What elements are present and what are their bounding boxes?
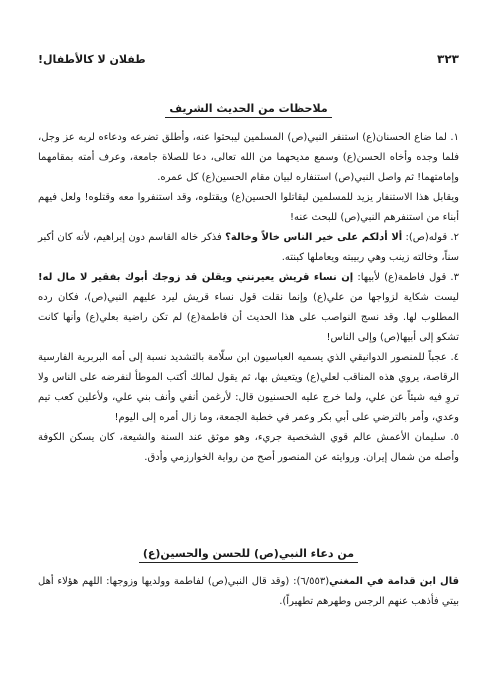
page-number: ٣٢٣ — [437, 52, 459, 66]
paragraph-note-3 — [38, 268, 459, 348]
section-title-notes — [0, 102, 497, 118]
section-title-text: ملاحظات من الحديث الشريف — [165, 102, 331, 118]
paragraph-note-1: ١. لما ضاع الحسنان(ع) استنفر النبي(ص) المسلمين ليبحثوا عنه، وأطلق تضرعه ودعاءه لربه عز وجل، فلما وجده وأخاه الحسن(ع) وسمع مديحهما من الله تعالى، دعا للصلاة جامعة، وعرف أمته بمقامهما وإمامتهما! ثم واصل النبي(ص) استنفاره لبيان مقام الحسين(ع) كل عمره. — [38, 132, 459, 183]
paragraph-note-4: ٤. عجباً للمنصور الدوانيقي الذي يسميه العباسيون ابن سلّامة بالتشديد نسبة إلى أمه البربرية الفارسية الرقاصة، يروي هذه المناقب لعلي(ع) ويتعيش بها، ثم يقول لمالك أكتب الموطأ لنفرضه على الناس ولا تروِ فيه شيئاً عن علي، ولما خرج عليه الحسنيون قال: لأرغمن أنفي وأنف بني علي، ولأعلين كعب تيم وعدي، وأمر بالترضي على أبي بكر وعمر في خطبة الجمعة، وما زال أمره إلى اليوم! — [38, 352, 459, 423]
note-3-quote: إن نساء قريش يعيرنني ويقلن قد زوجك أبوك بفقير لا مال له! — [38, 272, 354, 283]
section-title-prayer — [0, 547, 497, 563]
running-head — [38, 50, 459, 68]
book-title: طفلان لا كالأطفال! — [38, 52, 146, 66]
paragraph-prayer — [38, 572, 459, 612]
note-3-text: ليست شكاية لزواجها من علي(ع) وإنما نقلت قول نساء قريش ليرد عليهم النبي(ص)، فكان رده المطلوب لها. وقد نسج النواصب على هذا الحديث أن فاطمة(ع) لم تكن راضية بعلي(ع) وأنها كانت تشكو إلى أبيها(ص) وإلى الناس! — [38, 292, 459, 343]
paragraph-note-5: ٥. سليمان الأعمش عالم قوي الشخصية جريء، وهو موثق عند السنة والشيعة، كان يسكن الكوفة وأصله من شمال إيران. وروايته عن المنصور أصح من رواية الخوارزمي وأدق. — [38, 432, 459, 463]
prayer-lead: قال ابن قدامة في المغني — [329, 576, 460, 587]
paragraph-note-1-continued: ويقابل هذا الاستنفار يزيد للمسلمين ليقاتلوا الحسين(ع) ويقتلوه، وقد استنفروا معه وقتلوه! ولعل فيهم أبناء من استنفرهم النبي(ص) للبحث عنه! — [38, 192, 459, 223]
note-2-text: فذكر خاله القاسم دون إبراهيم، لأنه كان أكبر سناً، وخالته زينب وهي ربيبته ويعاملها كبنته. — [38, 232, 459, 263]
note-2-quote: ألا أدلكم على خير الناس خالاً وخالة؟ — [225, 232, 403, 243]
prayer-body — [38, 572, 459, 612]
paragraph-note-2 — [38, 228, 459, 268]
note-2-lead: ٢. قوله(ص): — [402, 232, 459, 243]
notes-body — [38, 128, 459, 468]
note-3-lead: ٣. قول فاطمة(ع) لأبيها: — [353, 272, 459, 283]
section-title-text: من دعاء النبي(ص) للحسن والحسين(ع) — [139, 547, 358, 563]
prayer-text: (٦/٥٥٣): (وقد قال النبي(ص) لفاطمة وولديها وزوجها: اللهم هؤلاء أهل بيتي فأذهب عنهم الرجس وطهرهم تطهيراً). — [38, 576, 459, 607]
